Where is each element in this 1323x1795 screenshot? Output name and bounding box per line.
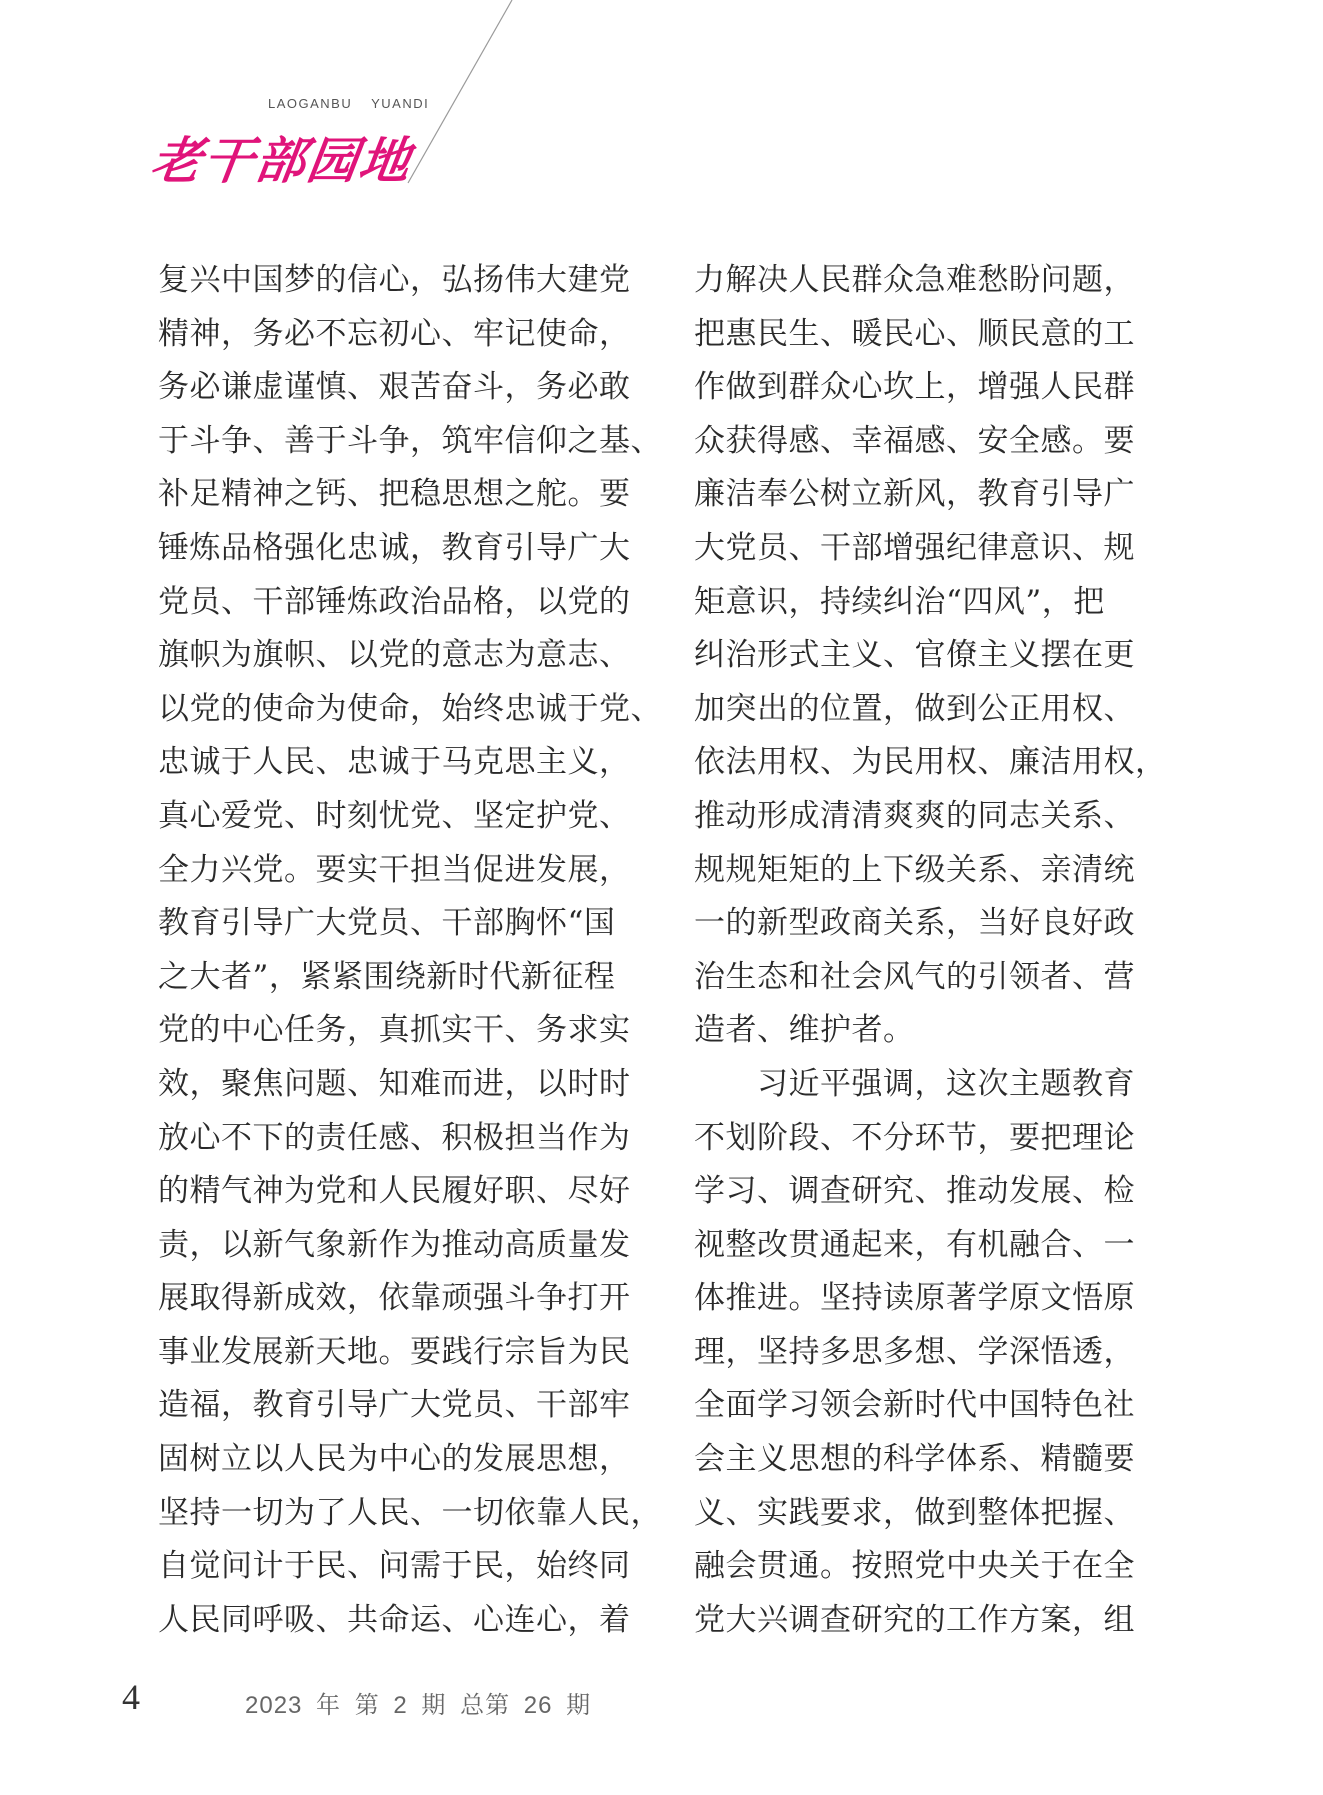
text-line: 教育引导广大党员、干部胸怀“国 [158,905,616,942]
text-line: 力解决人民群众急难愁盼问题， [694,262,1135,298]
text-line: 于斗争、善于斗争，筑牢信仰之基、 [158,422,662,459]
issue-info: 2023 年 第 2 期 总第 26 期 [245,1692,592,1719]
text-line: 党员、干部锤炼政治品格，以党的 [158,583,631,620]
text-line: 真心爱党、时刻忧党、坚定护党、 [158,797,631,834]
text-line: 体推进。坚持读原著学原文悟原 [694,1280,1135,1317]
text-line: 把惠民生、暖民心、顺民意的工 [694,315,1135,352]
right-text-column [694,254,1167,1647]
page-number: 4 [122,1677,140,1717]
text-line: 之大者”，紧紧围绕新时代新征程 [158,958,616,995]
text-line: 党大兴调查研究的工作方案，组 [694,1601,1135,1638]
text-line: 人民同呼吸、共命运、心连心，着 [158,1601,631,1638]
text-line: 治生态和社会风气的引领者、营 [694,958,1135,995]
text-line: 事业发展新天地。要践行宗旨为民 [158,1333,631,1370]
text-line: 责，以新气象新作为推动高质量发 [158,1226,631,1263]
text-line: 展取得新成效，依靠顽强斗争打开 [158,1280,631,1317]
text-line: 自觉问计于民、问需于民，始终同 [158,1548,631,1585]
text-line: 复兴中国梦的信心，弘扬伟大建党 [158,262,631,298]
magazine-logo: 老干部园地 [147,131,416,190]
text-line: 理，坚持多思多想、学深悟透， [694,1333,1135,1370]
text-line: 学习、调查研究、推动发展、检 [694,1173,1135,1210]
text-line: 党的中心任务，真抓实干、务求实 [158,1012,631,1049]
text-line: 不划阶段、不分环节，要把理论 [694,1119,1135,1156]
text-line: 众获得感、幸福感、安全感。要 [694,422,1135,459]
text-line: 锤炼品格强化忠诚，教育引导广大 [158,529,631,566]
text-line: 全面学习领会新时代中国特色社 [694,1387,1135,1424]
text-line: 义、实践要求，做到整体把握、 [694,1494,1135,1531]
text-line: 融会贯通。按照党中央关于在全 [694,1548,1135,1585]
text-line: 矩意识，持续纠治“四风”，把 [694,583,1105,620]
text-line: 效，聚焦问题、知难而进，以时时 [158,1065,631,1102]
text-line: 纠治形式主义、官僚主义摆在更 [694,637,1135,674]
text-line: 规规矩矩的上下级关系、亲清统 [694,851,1135,888]
magazine-name-english: LAOGANBU YUANDI [268,96,430,111]
text-line: 作做到群众心坎上，增强人民群 [694,369,1135,406]
text-line: 廉洁奉公树立新风，教育引导广 [694,476,1135,513]
text-line: 全力兴党。要实干担当促进发展， [158,851,631,888]
text-line: 旗帜为旗帜、以党的意志为意志、 [158,637,631,674]
text-line: 放心不下的责任感、积极担当作为 [158,1119,631,1156]
text-line: 会主义思想的科学体系、精髓要 [694,1441,1135,1478]
text-line: 忠诚于人民、忠诚于马克思主义， [158,744,631,781]
text-line: 坚持一切为了人民、一切依靠人民， [158,1494,662,1531]
text-line: 以党的使命为使命，始终忠诚于党、 [158,690,662,727]
text-line: 固树立以人民为中心的发展思想， [158,1441,631,1478]
text-line: 一的新型政商关系，当好良好政 [694,905,1135,942]
text-line: 视整改贯通起来，有机融合、一 [694,1226,1135,1263]
text-line: 加突出的位置，做到公正用权、 [694,690,1135,727]
text-line: 推动形成清清爽爽的同志关系、 [694,797,1135,834]
left-text-column [158,254,662,1647]
text-line: 的精气神为党和人民履好职、尽好 [158,1173,631,1210]
text-line: 习近平强调，这次主题教育 [694,1065,1135,1102]
text-line: 精神，务必不忘初心、牢记使命， [158,315,631,352]
text-line: 依法用权、为民用权、廉洁用权， [694,744,1167,781]
text-line: 务必谦虚谨慎、艰苦奋斗，务必敢 [158,369,631,406]
text-line: 造福，教育引导广大党员、干部牢 [158,1387,631,1424]
text-line: 造者、维护者。 [694,1012,915,1049]
text-line: 补足精神之钙、把稳思想之舵。要 [158,476,631,513]
text-line: 大党员、干部增强纪律意识、规 [694,529,1135,566]
